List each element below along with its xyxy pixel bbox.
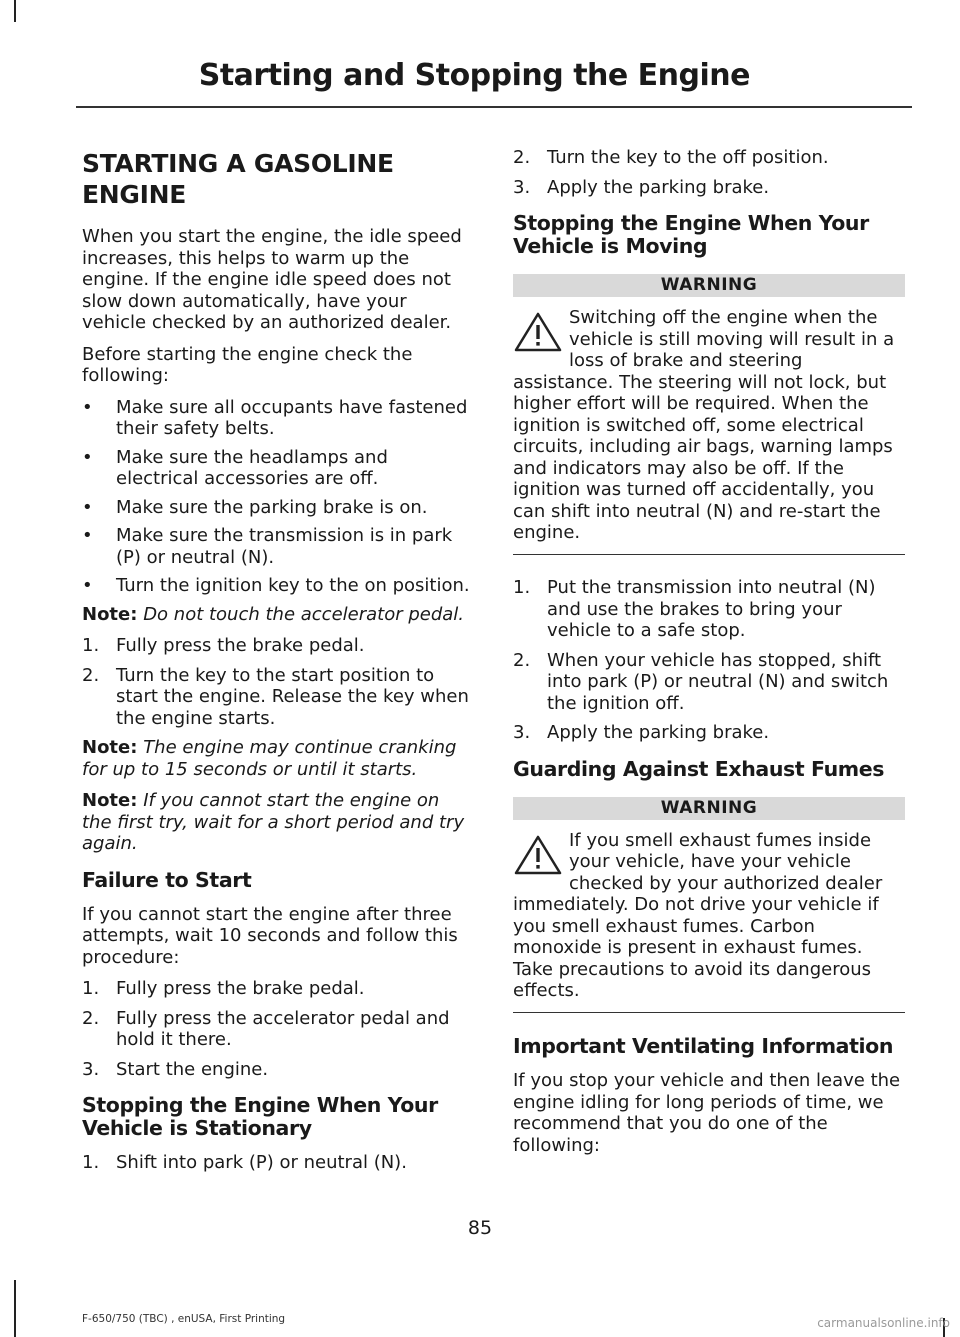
warning-box [513,830,905,1002]
note-first-try: Note: If you cannot start the engine on the first try, wait for a short period and try again. [82,790,465,854]
start-steps [82,635,474,729]
list-item: 3. Start the engine. [82,1058,269,1080]
note-cranking: Note: The engine may continue cranking for up to 15 seconds or until it starts. [82,737,457,780]
section-heading-failure: Failure to Start [82,867,252,892]
section-heading-moving: Stopping the Engine When Your Vehicle is Moving [513,211,869,258]
left-column [82,140,474,1182]
note-accelerator: Note: Do not touch the accelerator pedal. [82,603,465,625]
header-rule [76,106,912,108]
list-item: 3. Apply the parking brake. [513,176,770,198]
list-item: 2. Fully press the accelerator pedal and hold it there. [82,1007,450,1050]
page-number: 85 [467,1217,493,1239]
section-heading-exhaust: Guarding Against Exhaust Fumes [513,756,885,781]
section-heading-starting: STARTING A GASOLINE ENGINE [82,149,394,209]
bullet-icon: • [82,446,93,468]
bullet-icon: • [82,496,93,518]
warning-banner: WARNING [513,797,905,820]
failure-paragraph: If you cannot start the engine after three attempts, wait 10 seconds and follow this procedure: [82,903,458,968]
footer-edition-text: F-650/750 (TBC) , enUSA, First Printing [82,1313,286,1325]
page-header-title: Starting and Stopping the Engine [198,58,750,93]
list-item: 2. Turn the key to the off position. [513,147,829,168]
crop-mark-bottom-left-v [14,1280,16,1337]
warning-triangle-icon [513,311,563,353]
right-column [513,147,905,1166]
watermark: carmanualsonline.info [817,1316,950,1330]
section-heading-stationary: Stopping the Engine When Your Vehicle is Stationary [82,1093,438,1140]
warning-rule [513,1012,905,1014]
list-item: 3. Apply the parking brake. [513,722,770,743]
moving-steps [513,577,905,744]
list-item: 2. When your vehicle has stopped, shift into park (P) or neutral (N) and switch the ignition off. [513,649,889,714]
list-item: 1. Shift into park (P) or neutral (N). [82,1152,407,1173]
list-item: • Make sure the headlamps and electrical accessories are off. [82,446,388,489]
warning-text: If you smell exhaust fumes inside your vehicle, have your vehicle checked by your authorized dealer immediately. Do not drive your vehicle if you smell exhaust fumes. Carbon monoxide is present in exhaust fumes. Take precautions to avoid its dangerous effects. [513,829,883,1001]
bullet-icon: • [82,525,93,546]
intro-paragraph: When you start the engine, the idle speed increases, this helps to warm up the engine. If the engine idle speed does not slow down automatically, have your vehicle checked by an authorized dealer. [82,226,462,333]
warning-text: Switching off the engine when the vehicle is still moving will result in a loss of brake and steering assistance. The steering will not lock, but higher effort will be required. When the ignition is switched off, some electrical circuits, including air bags, warning lamps and indicators may also be off. If the ignition was turned off accidentally, you can shift into neutral (N) and re-start the engine. [513,307,895,543]
bullet-icon: • [82,396,93,418]
list-item: 1. Put the transmission into neutral (N) and use the brakes to bring your vehicle to a safe stop. [513,577,876,641]
bullet-icon: • [82,575,93,596]
warning-box [513,307,905,544]
checklist [82,397,474,597]
failure-steps [82,978,474,1080]
list-item: • Make sure the parking brake is on. [82,496,428,518]
list-item: • Turn the ignition key to the on position. [82,575,470,596]
list-item: 1. Fully press the brake pedal. [82,978,365,999]
warning-triangle-icon [513,834,563,876]
section-heading-ventilating: Important Ventilating Information [513,1034,894,1058]
before-starting-paragraph: Before starting the engine check the following: [82,343,413,386]
ventilating-paragraph: If you stop your vehicle and then leave the engine idling for long periods of time, we recommend that you do one of the following: [513,1070,901,1156]
list-item: 1. Fully press the brake pedal. [82,635,365,656]
list-item: • Make sure the transmission is in park (P) or neutral (N). [82,525,453,568]
warning-banner: WARNING [513,274,905,297]
stationary-steps-continued [513,147,905,198]
stationary-steps [82,1152,474,1174]
list-item: • Make sure all occupants have fastened their safety belts. [82,396,468,439]
crop-mark-top-left-v [14,0,16,22]
list-item: 2. Turn the key to the start position to start the engine. Release the key when the engine starts. [82,664,469,729]
warning-rule [513,554,905,556]
